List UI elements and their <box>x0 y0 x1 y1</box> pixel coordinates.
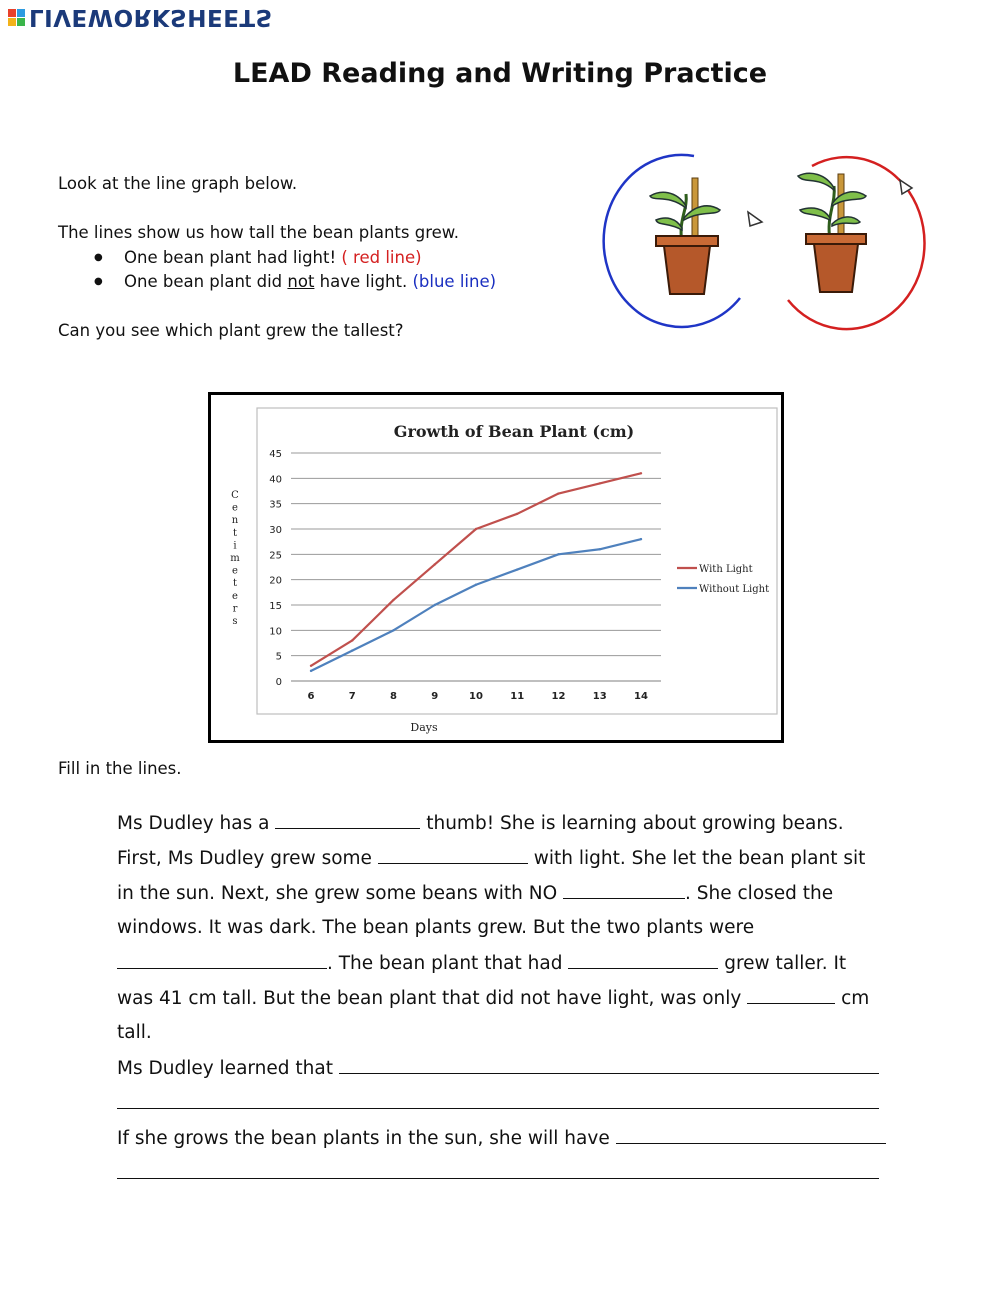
intro-bullets <box>58 246 496 295</box>
chart-frame <box>208 392 784 743</box>
growth-line-chart <box>211 395 781 740</box>
passage-line: Ms Dudley has a thumb! She is learning about growing beans. <box>117 808 897 843</box>
passage-line: windows. It was dark. The bean plants grew. But the two plants were <box>117 917 755 938</box>
bullet-light: ● One bean plant had light! ( red line) <box>124 246 496 271</box>
y-tick-label: 35 <box>269 499 282 511</box>
data-point <box>640 538 642 540</box>
y-tick-label: 40 <box>269 474 282 486</box>
passage-line: . The bean plant that had grew taller. It <box>117 948 897 983</box>
blank-line <box>117 1088 897 1123</box>
y-axis-label-letter: t <box>232 578 238 590</box>
data-point <box>475 528 477 530</box>
y-tick-label: 25 <box>269 550 282 562</box>
intro-line-1: Look at the line graph below. <box>58 174 298 193</box>
plant-no-light <box>650 178 720 294</box>
blank-field[interactable] <box>563 878 685 899</box>
y-tick-label: 15 <box>269 601 282 612</box>
passage-line: was 41 cm tall. But the bean plant that did not have light, was only cm <box>117 983 897 1018</box>
page-title: LEAD Reading and Writing Practice <box>232 58 768 89</box>
chart-title: Growth of Bean Plant (cm) <box>393 422 635 441</box>
y-axis-label-letter: e <box>232 565 238 577</box>
passage-line: First, Ms Dudley grew some with light. She let the bean plant sit <box>117 843 897 878</box>
y-axis-label-letter: n <box>231 515 239 527</box>
data-point <box>516 568 518 570</box>
y-axis-label-letter: t <box>232 527 238 539</box>
brand-logo <box>8 4 273 30</box>
x-axis-label: Days <box>410 721 438 734</box>
red-line-note: ( red line) <box>341 247 422 267</box>
data-point <box>434 604 436 606</box>
brand-icon <box>8 9 25 26</box>
blank-field[interactable] <box>117 1088 879 1109</box>
y-axis-label-letter: m <box>230 553 240 564</box>
y-tick-label: 20 <box>269 575 282 587</box>
bullet-no-light: ● One bean plant did not have light. (blue line) <box>124 270 496 295</box>
x-tick-label: 9 <box>431 691 439 702</box>
passage-line: Ms Dudley learned that <box>117 1053 897 1088</box>
blank-field[interactable] <box>568 948 718 969</box>
x-tick-label: 7 <box>348 691 356 702</box>
legend-label: Without Light <box>699 584 770 595</box>
y-axis-label-letter: s <box>232 616 238 627</box>
blank-field[interactable] <box>117 948 327 969</box>
y-tick-label: 10 <box>269 626 282 638</box>
fill-instruction: Fill in the lines. <box>58 759 182 778</box>
y-tick-label: 30 <box>269 525 282 536</box>
passage-line: If she grows the bean plants in the sun, she will have <box>117 1123 897 1158</box>
data-point <box>310 665 312 667</box>
y-axis-label-letter: e <box>232 502 238 514</box>
x-tick-label: 6 <box>307 691 315 702</box>
blank-line <box>117 1158 897 1193</box>
y-axis-label-letter: e <box>232 590 238 602</box>
blue-line-note: (blue line) <box>412 272 497 291</box>
y-tick-label: 5 <box>275 651 282 663</box>
y-axis-label-letter: r <box>232 603 238 615</box>
data-point <box>310 670 312 672</box>
y-tick-label: 0 <box>275 677 282 688</box>
blank-field[interactable] <box>616 1123 886 1144</box>
blank-field[interactable] <box>378 843 528 864</box>
data-point <box>516 513 518 515</box>
arrow-icon <box>748 212 762 226</box>
intro-line-2: The lines show us how tall the bean plants grew. <box>58 223 459 242</box>
data-point <box>599 482 601 484</box>
blank-field[interactable] <box>117 1158 879 1179</box>
data-point <box>351 649 353 651</box>
x-tick-label: 11 <box>510 691 525 702</box>
data-point <box>557 553 559 555</box>
x-tick-label: 13 <box>592 691 607 702</box>
passage-line: tall. <box>117 1022 152 1043</box>
y-tick-label: 45 <box>269 449 282 460</box>
plant-with-light <box>798 173 866 292</box>
data-point <box>392 599 394 601</box>
intro-question: Can you see which plant grew the tallest? <box>58 321 404 340</box>
data-point <box>392 629 394 631</box>
data-point <box>351 639 353 641</box>
x-tick-label: 14 <box>634 691 648 702</box>
data-point <box>434 563 436 565</box>
data-point <box>599 548 601 550</box>
y-axis-label-letter: C <box>231 490 239 501</box>
data-point <box>640 472 642 474</box>
brand-name: LIVEWORKSHEETS <box>29 4 273 30</box>
x-tick-label: 10 <box>469 691 483 702</box>
x-tick-label: 12 <box>551 691 566 702</box>
x-tick-label: 8 <box>390 691 397 702</box>
data-point <box>557 492 559 494</box>
y-axis-label-letter: i <box>233 540 237 552</box>
bean-plants-illustration <box>598 150 930 336</box>
data-point <box>475 584 477 586</box>
fill-in-passage <box>117 808 897 1193</box>
passage-line: in the sun. Next, she grew some beans with NO . She closed the <box>117 878 897 913</box>
y-axis-label <box>230 490 240 627</box>
blank-field[interactable] <box>275 808 420 829</box>
blank-field[interactable] <box>339 1053 879 1074</box>
legend-label: With Light <box>699 564 753 575</box>
intro-text <box>58 172 496 344</box>
blank-field[interactable] <box>747 983 835 1004</box>
